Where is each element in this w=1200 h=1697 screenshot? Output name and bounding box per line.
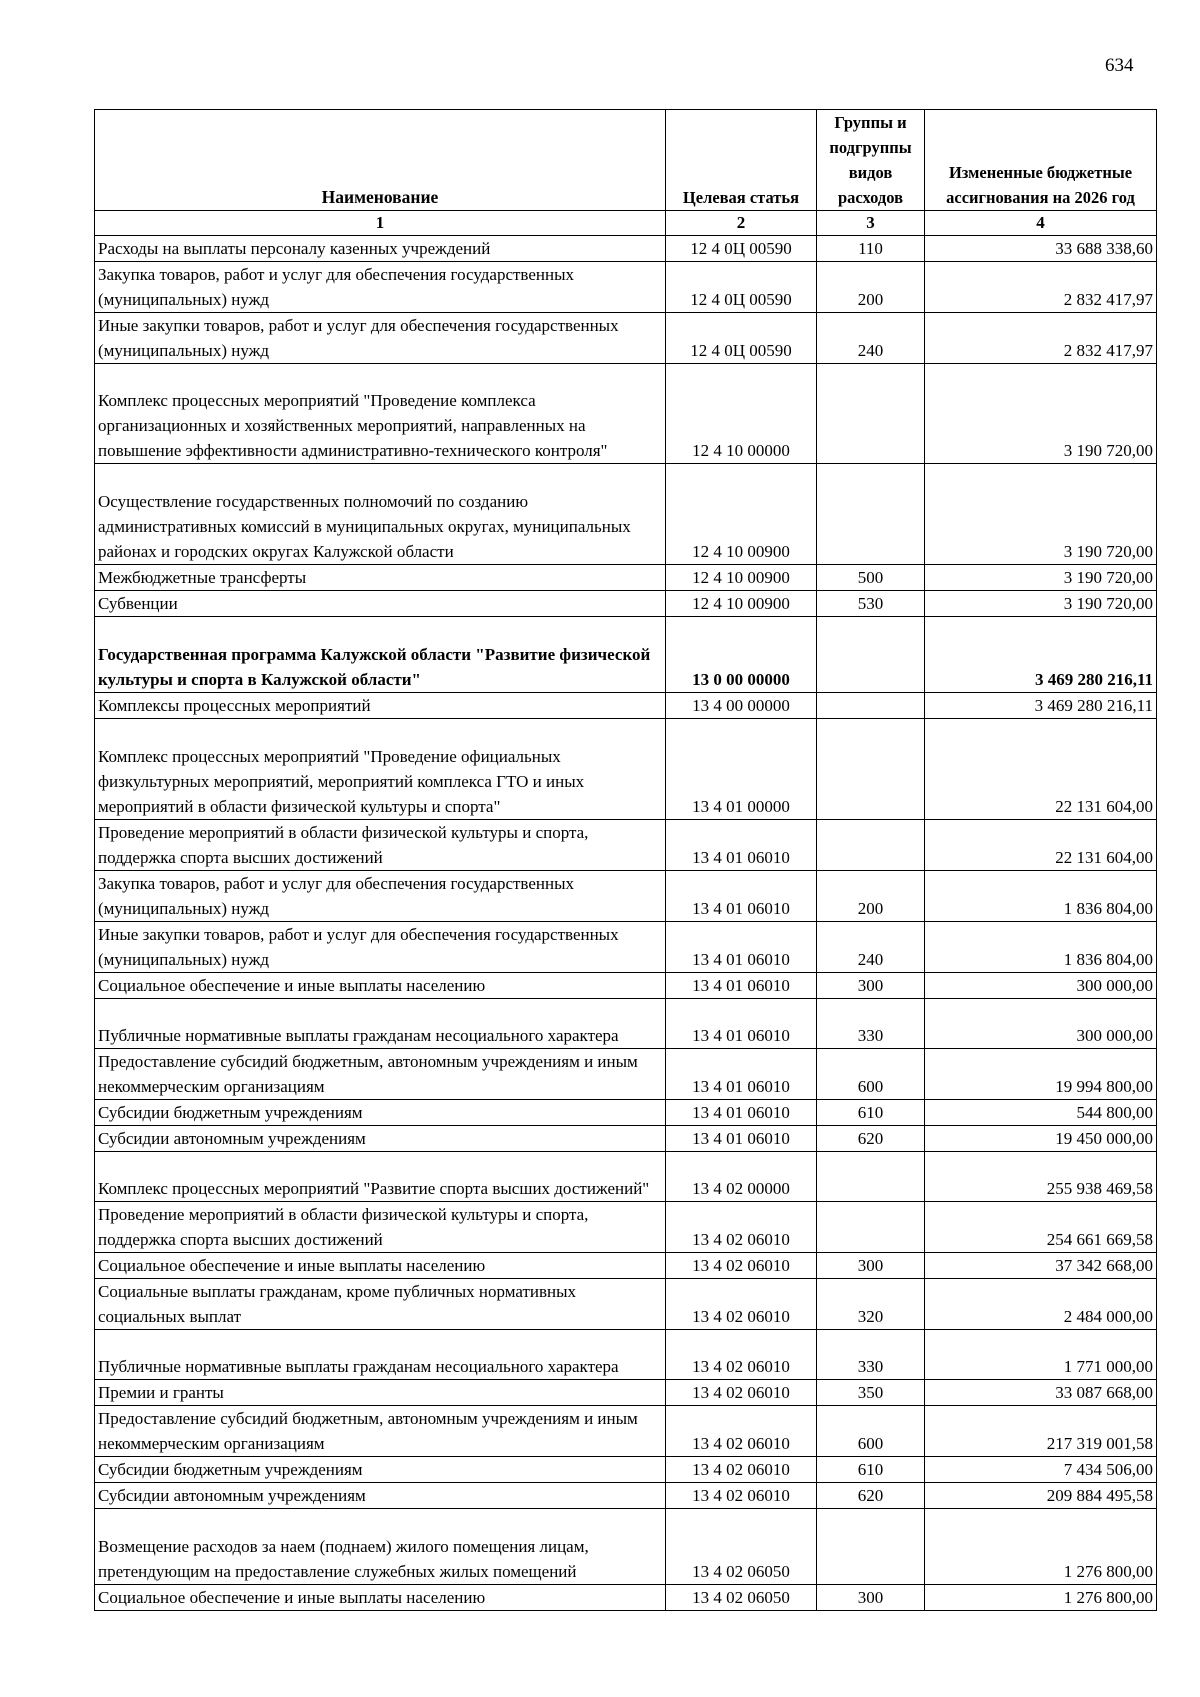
row-name: Комплекс процессных мероприятий "Проведение комплекса организационных и хозяйственных мероприятий, направленных на повышение эффективности административно-технического контроля" xyxy=(95,364,666,464)
row-group xyxy=(817,820,925,871)
header-name: Наименование xyxy=(95,110,666,211)
row-group: 330 xyxy=(817,999,925,1049)
table-row xyxy=(95,1483,1157,1509)
row-amount: 33 688 338,60 xyxy=(925,236,1157,262)
header-amount: Измененные бюджетные ассигнования на 2026 год xyxy=(925,110,1157,211)
header-code: Целевая статья xyxy=(666,110,817,211)
row-group: 320 xyxy=(817,1279,925,1330)
table-row xyxy=(95,1380,1157,1406)
row-group: 200 xyxy=(817,871,925,922)
row-group: 600 xyxy=(817,1406,925,1457)
row-amount: 2 484 000,00 xyxy=(925,1279,1157,1330)
header-group: Группы и подгруппы видов расходов xyxy=(817,110,925,211)
row-group: 200 xyxy=(817,262,925,313)
row-code: 13 4 00 00000 xyxy=(666,693,817,719)
row-amount: 3 190 720,00 xyxy=(925,565,1157,591)
row-name: Иные закупки товаров, работ и услуг для обеспечения государственных (муниципальных) нужд xyxy=(95,922,666,973)
row-name: Осуществление государственных полномочий по созданию административных комиссий в муниципальных округах, муниципальных районах и городских округах Калужской области xyxy=(95,464,666,565)
table-row xyxy=(95,1330,1157,1380)
row-group: 620 xyxy=(817,1483,925,1509)
row-amount: 7 434 506,00 xyxy=(925,1457,1157,1483)
row-code: 13 4 02 06010 xyxy=(666,1202,817,1253)
row-group: 300 xyxy=(817,1585,925,1611)
row-group xyxy=(817,719,925,820)
row-name: Премии и гранты xyxy=(95,1380,666,1406)
row-code: 12 4 0Ц 00590 xyxy=(666,236,817,262)
row-name: Закупка товаров, работ и услуг для обеспечения государственных (муниципальных) нужд xyxy=(95,871,666,922)
row-group: 620 xyxy=(817,1126,925,1152)
row-group xyxy=(817,1509,925,1585)
table-row xyxy=(95,1585,1157,1611)
row-group xyxy=(817,464,925,565)
table-row xyxy=(95,236,1157,262)
row-amount: 254 661 669,58 xyxy=(925,1202,1157,1253)
table-row xyxy=(95,591,1157,617)
table-row xyxy=(95,565,1157,591)
row-name: Комплексы процессных мероприятий xyxy=(95,693,666,719)
row-code: 12 4 0Ц 00590 xyxy=(666,262,817,313)
table-row xyxy=(95,999,1157,1049)
table-row xyxy=(95,464,1157,565)
row-code: 13 4 01 06010 xyxy=(666,871,817,922)
row-name: Закупка товаров, работ и услуг для обеспечения государственных (муниципальных) нужд xyxy=(95,262,666,313)
row-group: 240 xyxy=(817,922,925,973)
row-group: 610 xyxy=(817,1457,925,1483)
row-code: 13 4 02 06010 xyxy=(666,1330,817,1380)
table-row xyxy=(95,693,1157,719)
row-group: 500 xyxy=(817,565,925,591)
row-code: 13 4 02 06050 xyxy=(666,1509,817,1585)
row-amount: 1 836 804,00 xyxy=(925,922,1157,973)
table-row xyxy=(95,922,1157,973)
row-name: Субсидии бюджетным учреждениям xyxy=(95,1100,666,1126)
row-group: 240 xyxy=(817,313,925,364)
row-code: 12 4 0Ц 00590 xyxy=(666,313,817,364)
row-amount: 2 832 417,97 xyxy=(925,313,1157,364)
row-group xyxy=(817,617,925,693)
row-amount: 37 342 668,00 xyxy=(925,1253,1157,1279)
table-row xyxy=(95,617,1157,693)
row-code: 13 4 01 06010 xyxy=(666,1049,817,1100)
table-row xyxy=(95,1253,1157,1279)
row-code: 13 4 02 06010 xyxy=(666,1253,817,1279)
column-number: 3 xyxy=(817,211,925,236)
row-group xyxy=(817,364,925,464)
page-number: 634 xyxy=(1105,55,1134,76)
row-group: 330 xyxy=(817,1330,925,1380)
row-code: 13 4 01 06010 xyxy=(666,973,817,999)
column-number: 1 xyxy=(95,211,666,236)
table-row xyxy=(95,1406,1157,1457)
row-name: Субвенции xyxy=(95,591,666,617)
table-row xyxy=(95,1457,1157,1483)
row-group: 530 xyxy=(817,591,925,617)
row-code: 12 4 10 00900 xyxy=(666,591,817,617)
table-row xyxy=(95,1202,1157,1253)
row-code: 13 4 01 06010 xyxy=(666,999,817,1049)
header-row xyxy=(95,110,1157,211)
row-name: Предоставление субсидий бюджетным, автономным учреждениям и иным некоммерческим организациям xyxy=(95,1406,666,1457)
row-name: Публичные нормативные выплаты гражданам несоциального характера xyxy=(95,1330,666,1380)
row-code: 13 4 02 06010 xyxy=(666,1457,817,1483)
table-row xyxy=(95,1279,1157,1330)
row-amount: 2 832 417,97 xyxy=(925,262,1157,313)
budget-table xyxy=(94,109,1157,1611)
row-name: Предоставление субсидий бюджетным, автономным учреждениям и иным некоммерческим организациям xyxy=(95,1049,666,1100)
table-row xyxy=(95,1126,1157,1152)
row-group xyxy=(817,1152,925,1202)
table-row xyxy=(95,1152,1157,1202)
row-group: 300 xyxy=(817,1253,925,1279)
row-amount: 33 087 668,00 xyxy=(925,1380,1157,1406)
row-name: Проведение мероприятий в области физической культуры и спорта, поддержка спорта высших достижений xyxy=(95,1202,666,1253)
row-amount: 300 000,00 xyxy=(925,973,1157,999)
row-amount: 3 469 280 216,11 xyxy=(925,617,1157,693)
row-name: Публичные нормативные выплаты гражданам несоциального характера xyxy=(95,999,666,1049)
row-amount: 1 836 804,00 xyxy=(925,871,1157,922)
row-code: 13 4 01 06010 xyxy=(666,1126,817,1152)
table-row xyxy=(95,364,1157,464)
row-amount: 209 884 495,58 xyxy=(925,1483,1157,1509)
row-amount: 255 938 469,58 xyxy=(925,1152,1157,1202)
row-group xyxy=(817,693,925,719)
row-group: 300 xyxy=(817,973,925,999)
row-amount: 300 000,00 xyxy=(925,999,1157,1049)
row-group: 600 xyxy=(817,1049,925,1100)
table-row xyxy=(95,1100,1157,1126)
table-row xyxy=(95,313,1157,364)
column-number-row xyxy=(95,211,1157,236)
row-code: 12 4 10 00000 xyxy=(666,364,817,464)
row-name: Субсидии автономным учреждениям xyxy=(95,1126,666,1152)
row-amount: 3 190 720,00 xyxy=(925,464,1157,565)
row-code: 13 4 02 06010 xyxy=(666,1406,817,1457)
row-name: Субсидии автономным учреждениям xyxy=(95,1483,666,1509)
row-group xyxy=(817,1202,925,1253)
row-amount: 3 190 720,00 xyxy=(925,364,1157,464)
row-amount: 22 131 604,00 xyxy=(925,820,1157,871)
row-name: Межбюджетные трансферты xyxy=(95,565,666,591)
row-name: Субсидии бюджетным учреждениям xyxy=(95,1457,666,1483)
row-amount: 544 800,00 xyxy=(925,1100,1157,1126)
row-name: Иные закупки товаров, работ и услуг для обеспечения государственных (муниципальных) нужд xyxy=(95,313,666,364)
row-amount: 19 450 000,00 xyxy=(925,1126,1157,1152)
row-amount: 3 469 280 216,11 xyxy=(925,693,1157,719)
row-name: Возмещение расходов за наем (поднаем) жилого помещения лицам, претендующим на предоставление служебных жилых помещений xyxy=(95,1509,666,1585)
row-amount: 1 276 800,00 xyxy=(925,1509,1157,1585)
row-amount: 1 771 000,00 xyxy=(925,1330,1157,1380)
row-code: 12 4 10 00900 xyxy=(666,464,817,565)
row-name: Государственная программа Калужской области "Развитие физической культуры и спорта в Калужской области" xyxy=(95,617,666,693)
table-row xyxy=(95,973,1157,999)
table-row xyxy=(95,820,1157,871)
column-number: 4 xyxy=(925,211,1157,236)
row-code: 13 4 01 00000 xyxy=(666,719,817,820)
row-code: 13 4 02 06050 xyxy=(666,1585,817,1611)
row-name: Проведение мероприятий в области физической культуры и спорта, поддержка спорта высших достижений xyxy=(95,820,666,871)
row-amount: 22 131 604,00 xyxy=(925,719,1157,820)
table-row xyxy=(95,719,1157,820)
row-group: 610 xyxy=(817,1100,925,1126)
table-row xyxy=(95,262,1157,313)
row-code: 13 4 01 06010 xyxy=(666,1100,817,1126)
table-row xyxy=(95,871,1157,922)
row-code: 13 4 02 00000 xyxy=(666,1152,817,1202)
row-name: Социальное обеспечение и иные выплаты населению xyxy=(95,1253,666,1279)
row-code: 13 4 02 06010 xyxy=(666,1483,817,1509)
row-name: Комплекс процессных мероприятий "Развитие спорта высших достижений" xyxy=(95,1152,666,1202)
row-amount: 217 319 001,58 xyxy=(925,1406,1157,1457)
row-code: 13 4 01 06010 xyxy=(666,820,817,871)
row-group: 350 xyxy=(817,1380,925,1406)
table-row xyxy=(95,1049,1157,1100)
row-name: Социальное обеспечение и иные выплаты населению xyxy=(95,1585,666,1611)
row-amount: 19 994 800,00 xyxy=(925,1049,1157,1100)
row-code: 13 4 02 06010 xyxy=(666,1380,817,1406)
row-group: 110 xyxy=(817,236,925,262)
row-name: Расходы на выплаты персоналу казенных учреждений xyxy=(95,236,666,262)
row-amount: 1 276 800,00 xyxy=(925,1585,1157,1611)
row-code: 13 0 00 00000 xyxy=(666,617,817,693)
row-amount: 3 190 720,00 xyxy=(925,591,1157,617)
row-code: 13 4 01 06010 xyxy=(666,922,817,973)
row-name: Социальное обеспечение и иные выплаты населению xyxy=(95,973,666,999)
column-number: 2 xyxy=(666,211,817,236)
row-code: 13 4 02 06010 xyxy=(666,1279,817,1330)
row-code: 12 4 10 00900 xyxy=(666,565,817,591)
row-name: Комплекс процессных мероприятий "Проведение официальных физкультурных мероприятий, мероприятий комплекса ГТО и иных мероприятий в области физической культуры и спорта" xyxy=(95,719,666,820)
table-row xyxy=(95,1509,1157,1585)
row-name: Социальные выплаты гражданам, кроме публичных нормативных социальных выплат xyxy=(95,1279,666,1330)
